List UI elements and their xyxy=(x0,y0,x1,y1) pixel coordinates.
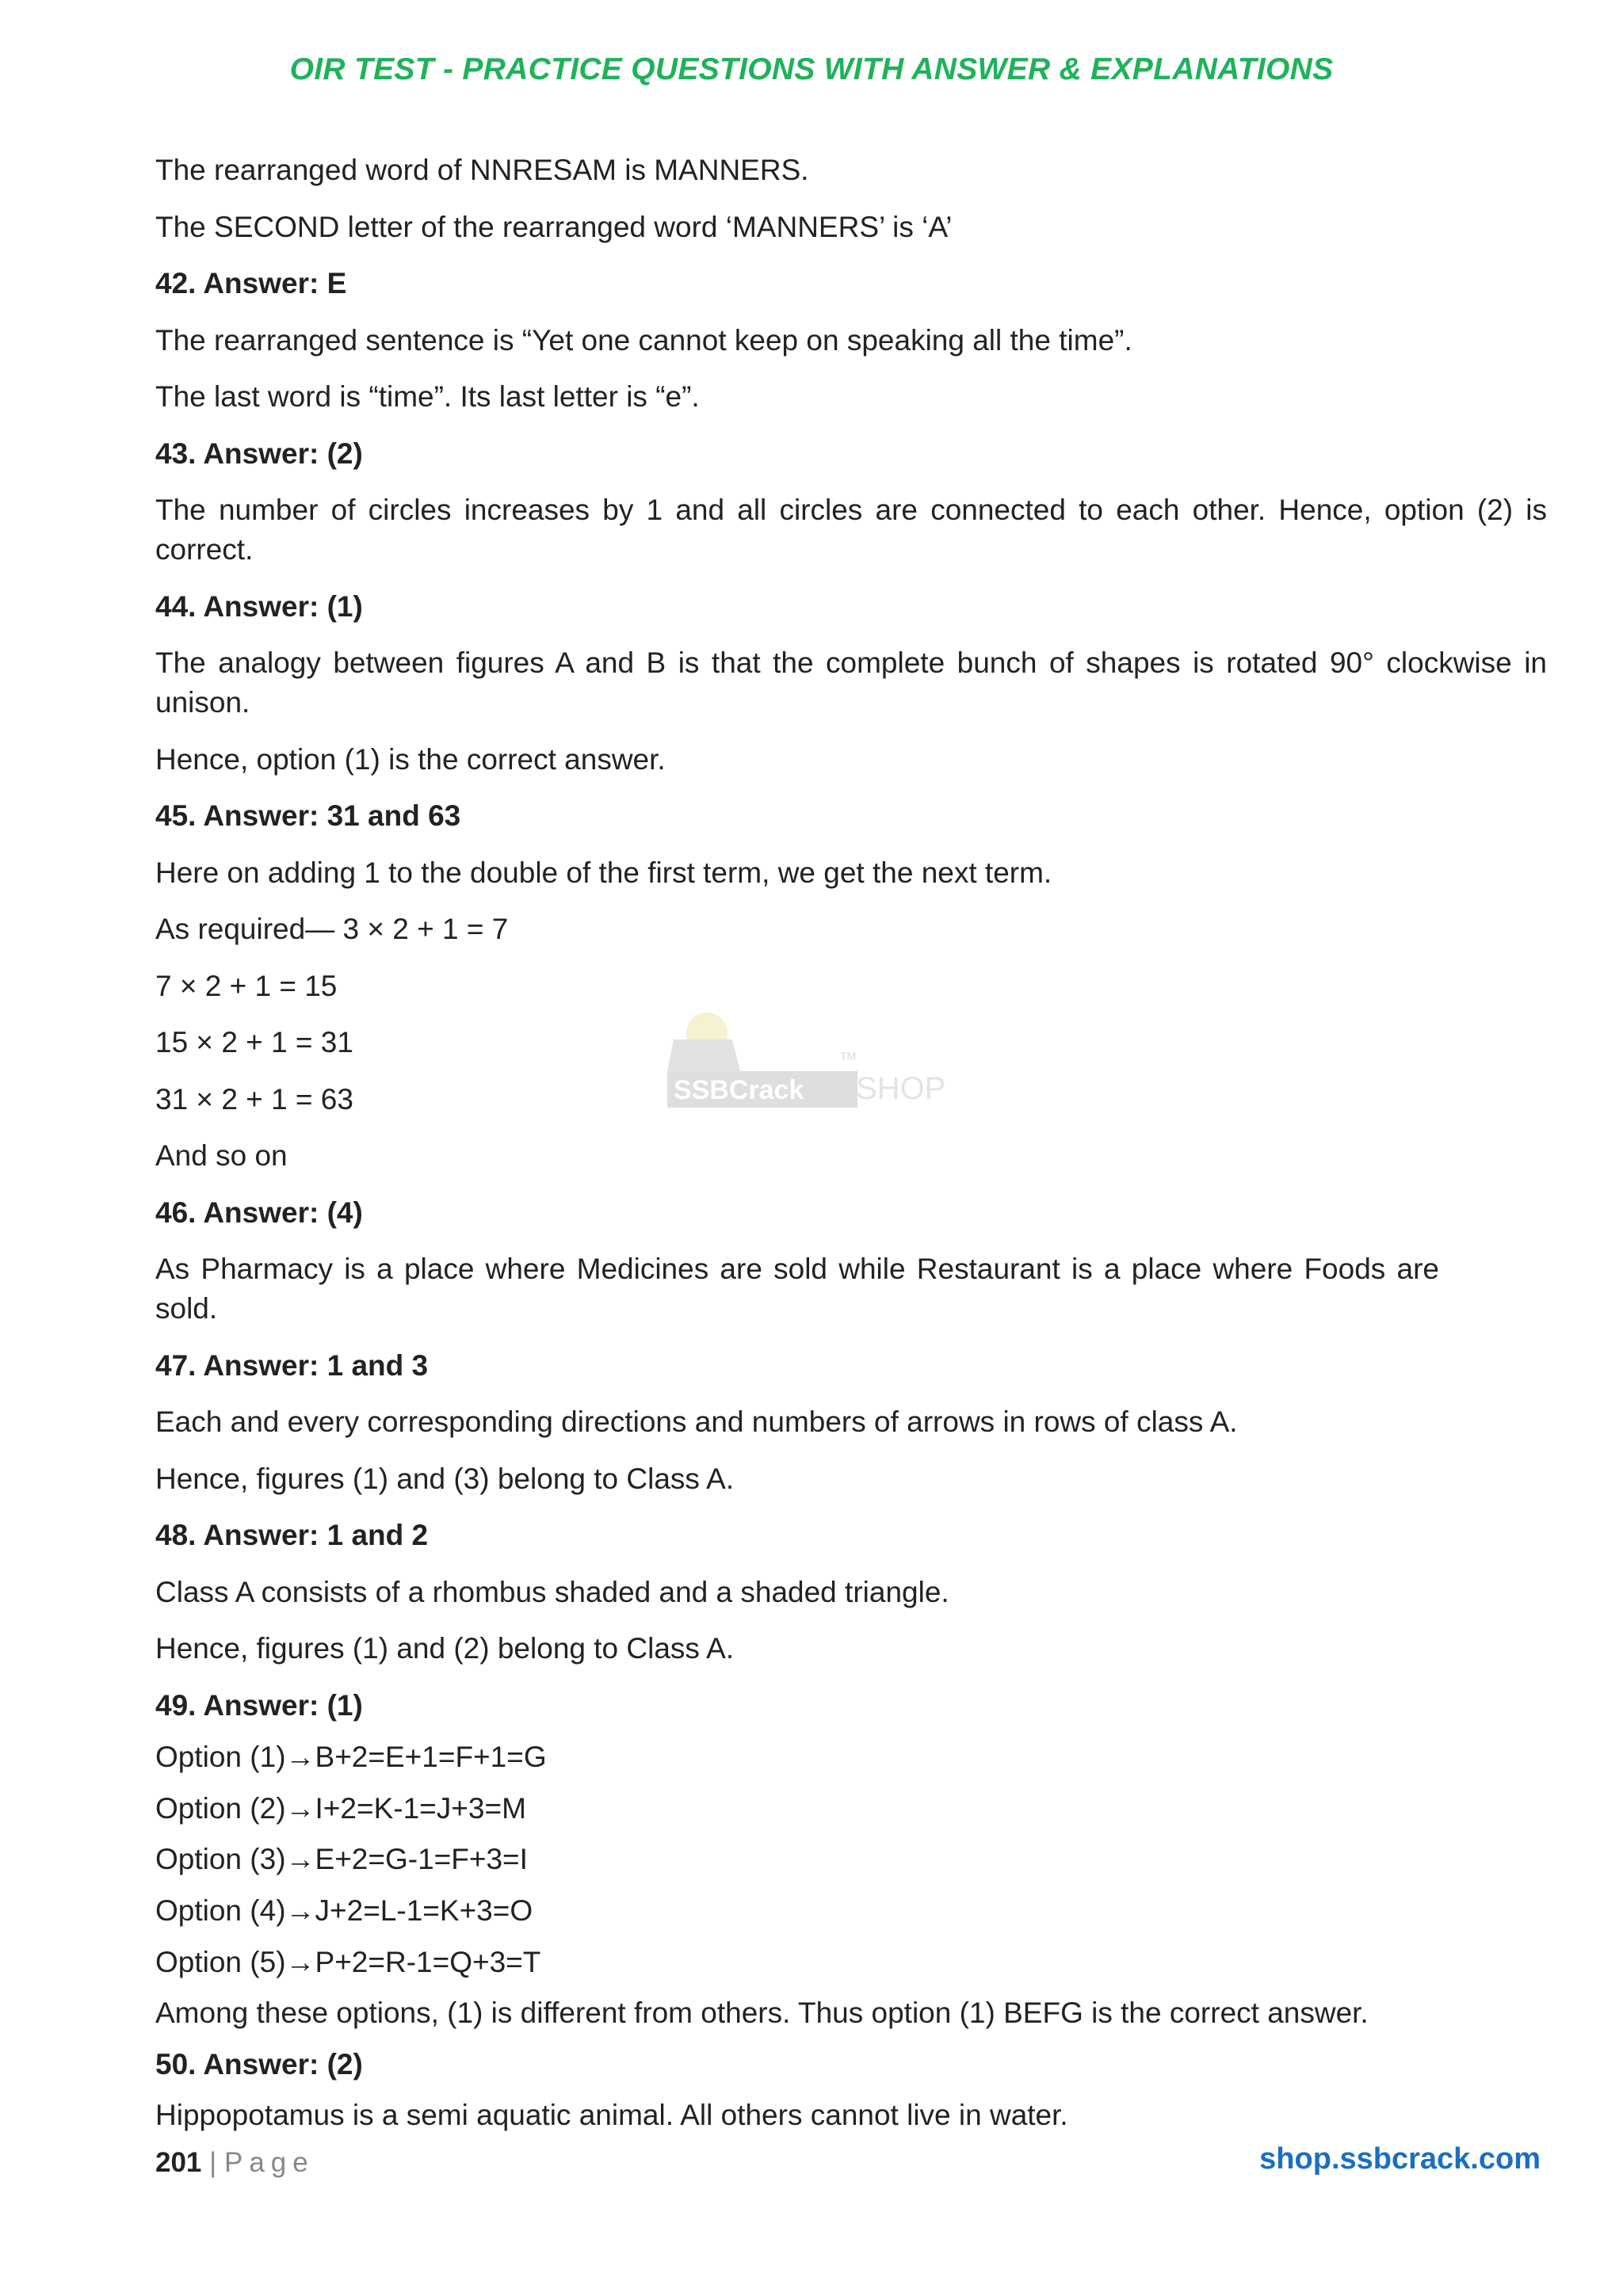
option-label: Option (3) xyxy=(155,1843,286,1875)
right-arrow-icon: → xyxy=(285,1741,315,1773)
right-arrow-icon: → xyxy=(285,1792,315,1825)
text-line: The SECOND letter of the rearranged word ‘MANNERS’ is ‘A’ xyxy=(155,211,953,243)
text-line: Each and every corresponding directions and numbers of arrows in rows of class A. xyxy=(155,1405,1238,1438)
explanation-paragraph: As Pharmacy is a place where Medicines are sold while Restaurant is a place where Foods are sold. xyxy=(155,1253,1439,1325)
option-label: Option (5) xyxy=(155,1946,286,1978)
text-line: Here on adding 1 to the double of the first term, we get the next term. xyxy=(155,856,1052,889)
option-expression: J+2=L-1=K+3=O xyxy=(315,1894,533,1927)
text-line: Class A consists of a rhombus shaded and a shaded triangle. xyxy=(155,1576,949,1608)
option-expression: P+2=R-1=Q+3=T xyxy=(315,1946,541,1978)
option-line xyxy=(155,1943,1547,1982)
option-label: Option (4) xyxy=(155,1894,286,1927)
option-line xyxy=(155,1840,1547,1879)
page-separator: | xyxy=(209,2147,217,2178)
text-line: As required— 3 × 2 + 1 = 7 xyxy=(155,913,509,945)
text-line: Hippopotamus is a semi aquatic animal. All others cannot live in water. xyxy=(155,2099,1068,2131)
text-line: Among these options, (1) is different from others. Thus option (1) BEFG is the correct answer. xyxy=(155,1997,1369,2029)
text-line: Hence, figures (1) and (2) belong to Class A. xyxy=(155,1632,735,1665)
text-line: Hence, option (1) is the correct answer. xyxy=(155,743,666,776)
page-label: Page xyxy=(223,2147,315,2178)
right-arrow-icon: → xyxy=(285,1843,315,1875)
text-line: Hence, figures (1) and (3) belong to Class A. xyxy=(155,1463,735,1495)
page-header-title: OIR TEST - PRACTICE QUESTIONS WITH ANSWER & EXPLANATIONS xyxy=(289,52,1334,86)
option-line xyxy=(155,1891,1547,1931)
answer-heading: 47. Answer: 1 and 3 xyxy=(155,1349,429,1382)
option-expression: E+2=G-1=F+3=I xyxy=(315,1843,528,1875)
page-number-footer xyxy=(155,2147,315,2179)
option-line xyxy=(155,1737,1547,1777)
explanation-paragraph: The number of circles increases by 1 and all circles are connected to each other. Hence, option (2) is correct. xyxy=(155,494,1547,566)
text-line: The last word is “time”. Its last letter is “e”. xyxy=(155,380,700,413)
answer-heading: 46. Answer: (4) xyxy=(155,1196,363,1229)
option-label: Option (1) xyxy=(155,1741,286,1773)
right-arrow-icon: → xyxy=(285,1946,315,1978)
text-line: The rearranged sentence is “Yet one cannot keep on speaking all the time”. xyxy=(155,324,1132,357)
text-line: The rearranged word of NNRESAM is MANNERS. xyxy=(155,154,809,186)
answer-heading: 49. Answer: (1) xyxy=(155,1689,363,1722)
watermark-brand: SSBCrack xyxy=(674,1075,804,1105)
text-line: 31 × 2 + 1 = 63 xyxy=(155,1083,353,1116)
text-line: And so on xyxy=(155,1139,288,1172)
right-arrow-icon: → xyxy=(285,1894,315,1927)
answer-heading: 44. Answer: (1) xyxy=(155,590,363,623)
answer-heading: 42. Answer: E xyxy=(155,267,347,299)
option-label: Option (2) xyxy=(155,1792,286,1825)
page-number: 201 xyxy=(155,2147,202,2178)
option-line xyxy=(155,1789,1547,1829)
watermark-tm: TM xyxy=(840,1050,857,1062)
answer-heading: 48. Answer: 1 and 2 xyxy=(155,1519,429,1551)
answer-heading: 45. Answer: 31 and 63 xyxy=(155,799,461,832)
text-line: 7 × 2 + 1 = 15 xyxy=(155,970,338,1002)
option-expression: B+2=E+1=F+1=G xyxy=(315,1741,547,1773)
watermark-suffix: SHOP xyxy=(856,1071,946,1106)
ssbcrack-shop-watermark xyxy=(667,1008,954,1111)
answer-heading: 43. Answer: (2) xyxy=(155,437,363,470)
site-link[interactable]: shop.ssbcrack.com xyxy=(1259,2142,1541,2176)
explanation-paragraph: The analogy between figures A and B is that the complete bunch of shapes is rotated 90° clockwise in unison. xyxy=(155,646,1547,719)
option-expression: I+2=K-1=J+3=M xyxy=(315,1792,526,1825)
answer-heading: 50. Answer: (2) xyxy=(155,2048,363,2081)
text-line: 15 × 2 + 1 = 31 xyxy=(155,1026,353,1058)
